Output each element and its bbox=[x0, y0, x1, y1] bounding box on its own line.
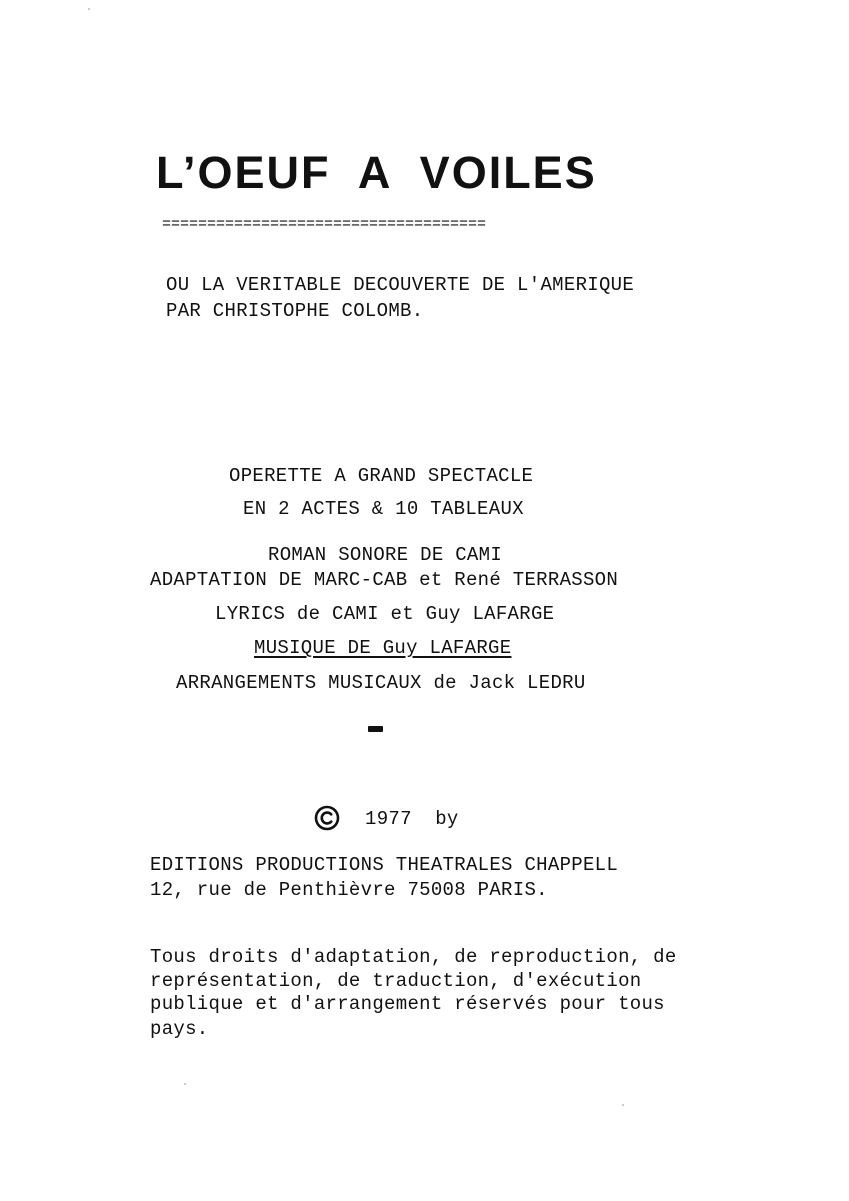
rights-line-2: représentation, de traduction, d'exécution bbox=[150, 970, 642, 992]
rights-line-4: pays. bbox=[150, 1018, 209, 1040]
music-line: MUSIQUE DE Guy LAFARGE bbox=[254, 637, 512, 659]
genre-line: OPERETTE A GRAND SPECTACLE bbox=[229, 465, 534, 487]
rights-line-3: publique et d'arrangement réservés pour tous bbox=[150, 993, 665, 1015]
copyright-year: 1977 by bbox=[365, 808, 459, 830]
acts-line: EN 2 ACTES & 10 TABLEAUX bbox=[243, 498, 524, 520]
lyrics-line: LYRICS de CAMI et Guy LAFARGE bbox=[215, 603, 555, 625]
dash-separator bbox=[368, 726, 383, 732]
scan-speck bbox=[88, 8, 90, 10]
publisher-name: EDITIONS PRODUCTIONS THEATRALES CHAPPELL bbox=[150, 854, 619, 876]
novel-line: ROMAN SONORE DE CAMI bbox=[268, 544, 503, 566]
page-title: L’OEUF A VOILES bbox=[156, 147, 597, 198]
title-rule: ==================================== bbox=[162, 217, 487, 232]
subtitle-line-1: OU LA VERITABLE DECOUVERTE DE L'AMERIQUE bbox=[166, 274, 635, 296]
scan-speck bbox=[622, 1104, 624, 1106]
scan-speck bbox=[184, 1083, 186, 1085]
publisher-address: 12, rue de Penthièvre 75008 PARIS. bbox=[150, 879, 548, 901]
copyright-icon bbox=[314, 805, 340, 831]
rights-line-1: Tous droits d'adaptation, de reproduction, de bbox=[150, 946, 677, 968]
arrangements-line: ARRANGEMENTS MUSICAUX de Jack LEDRU bbox=[176, 672, 586, 694]
adaptation-line: ADAPTATION DE MARC-CAB et René TERRASSON bbox=[150, 569, 619, 591]
subtitle-line-2: PAR CHRISTOPHE COLOMB. bbox=[166, 300, 424, 322]
